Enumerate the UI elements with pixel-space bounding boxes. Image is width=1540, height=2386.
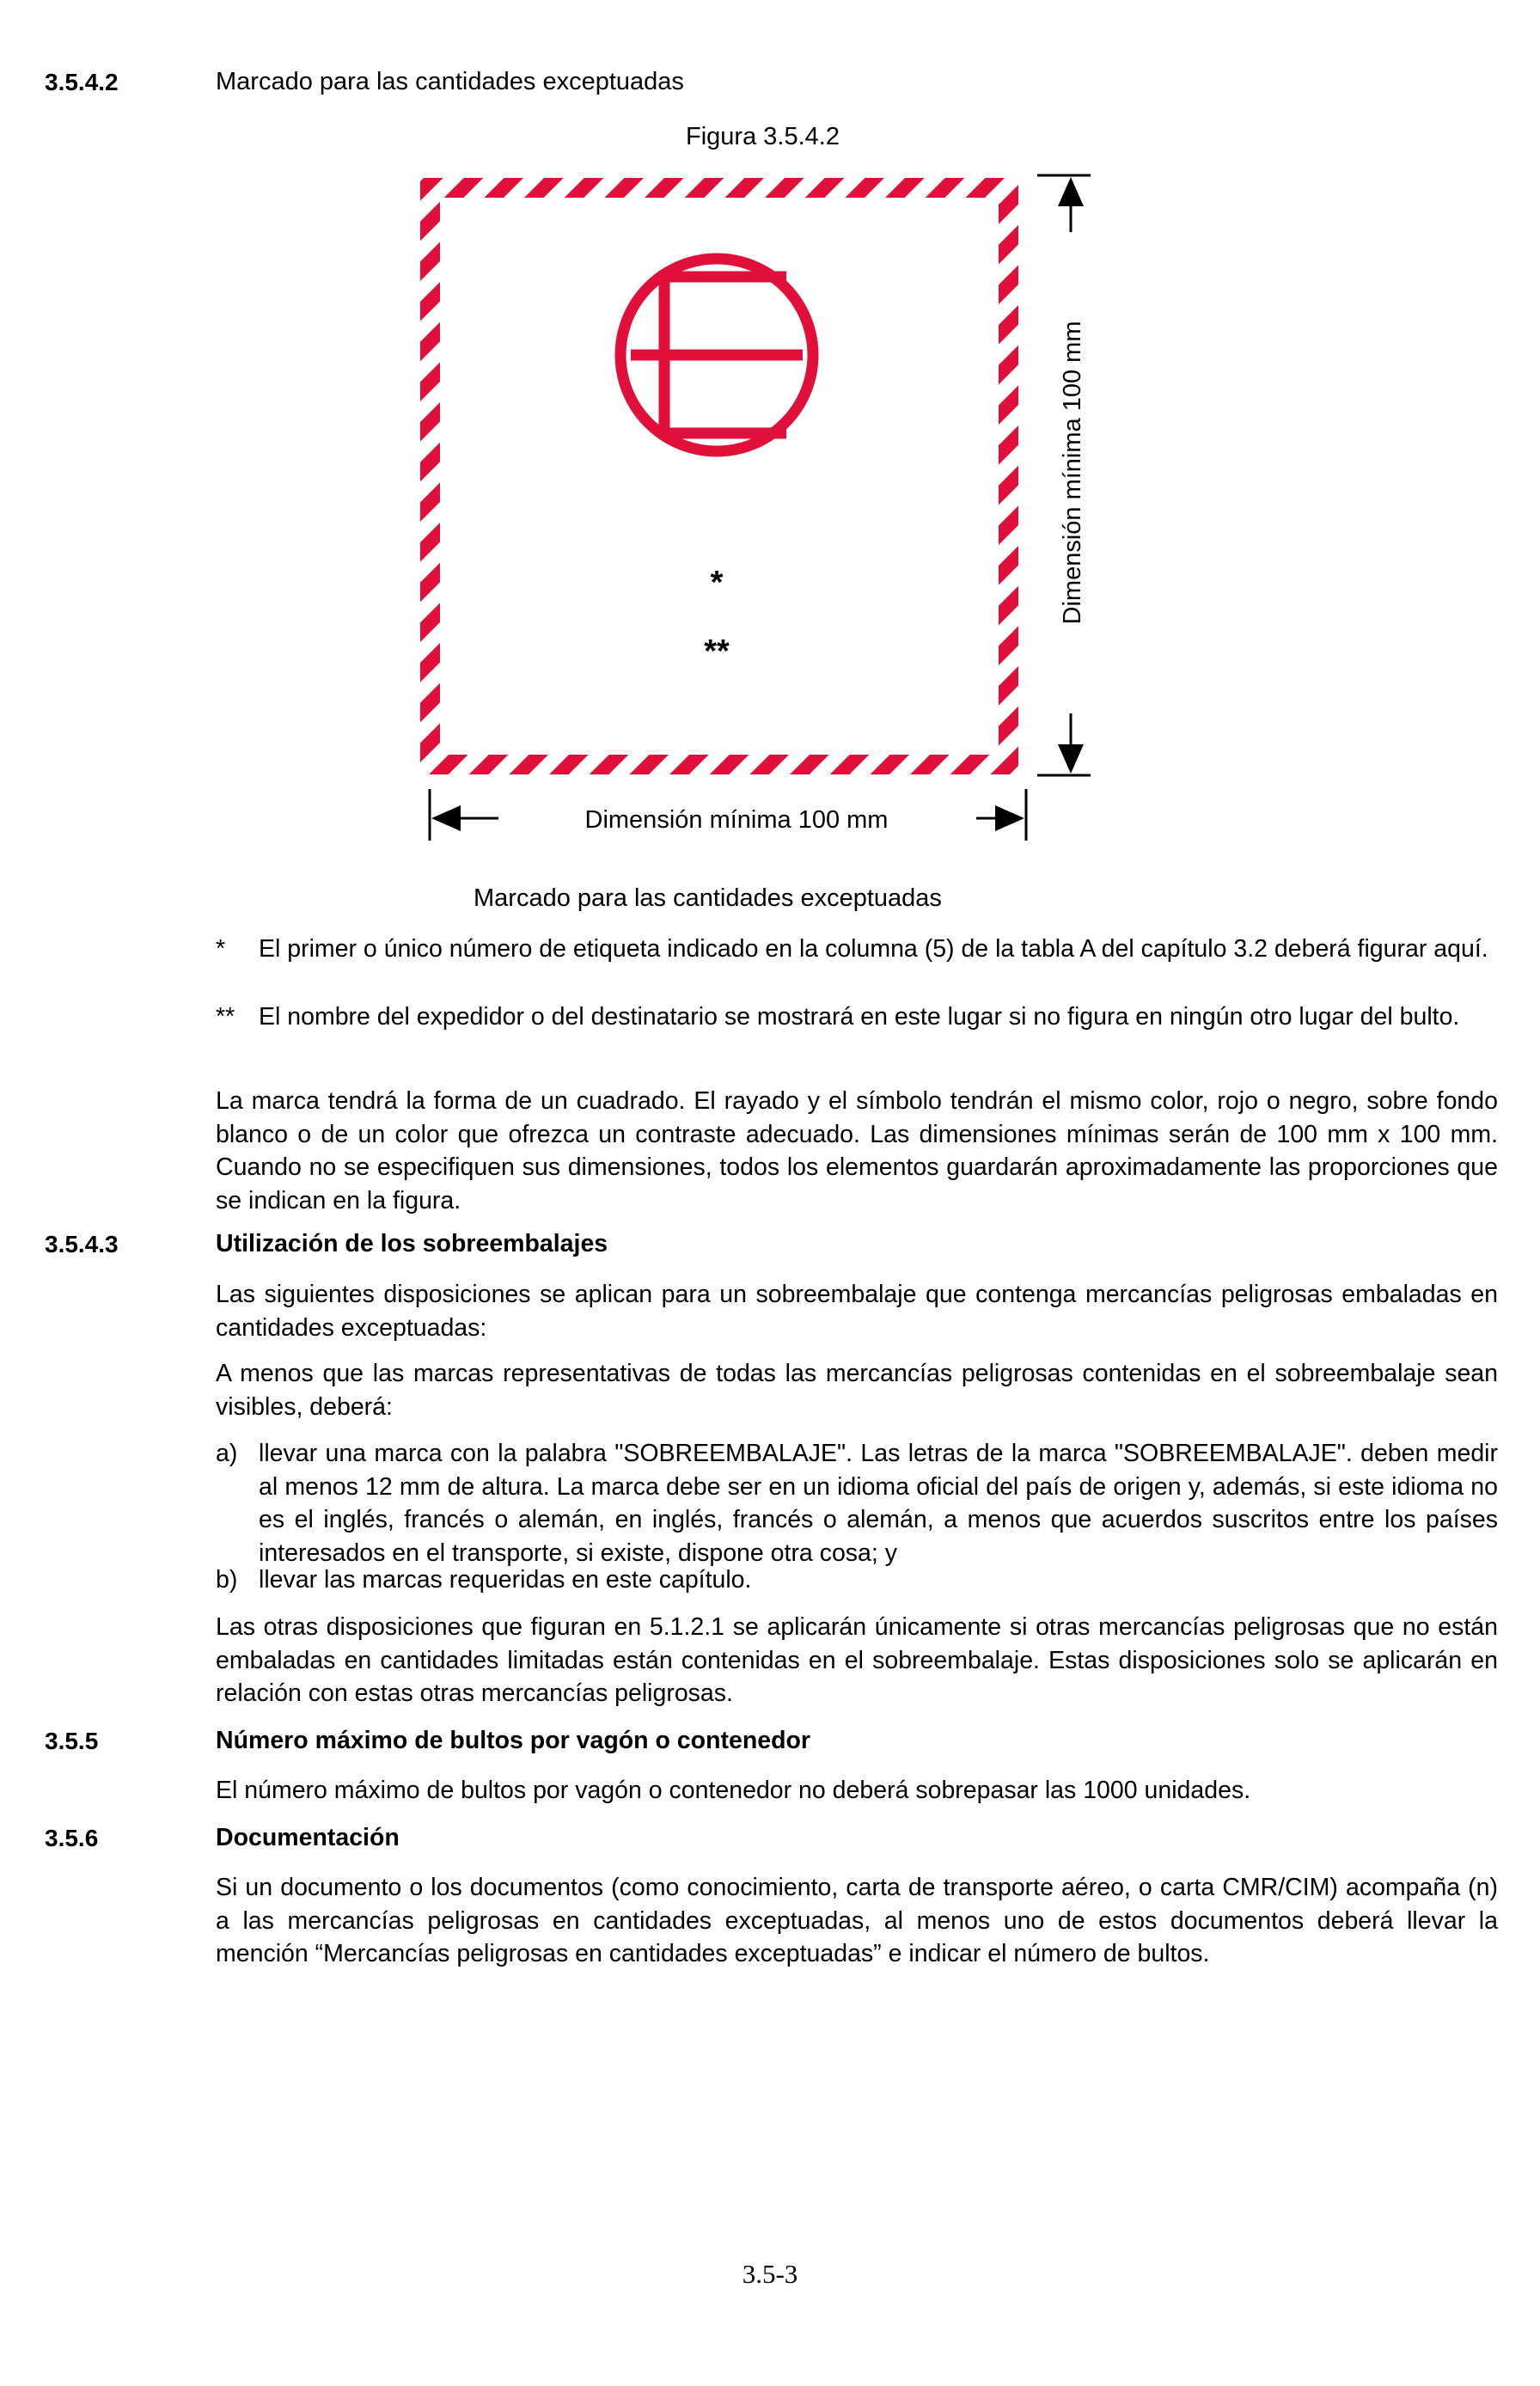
dimension-vertical-label: Dimensión mínima 100 mm: [1059, 321, 1086, 625]
note-marker: *: [216, 935, 226, 963]
note-text: El primer o único número de etiqueta indicado en la columna (5) de la tabla A del capítulo 3.2 deberá figurar aquí.: [259, 935, 1488, 963]
section-number-3543: 3.5.4.3: [45, 1231, 119, 1257]
arrow-down-icon: [1058, 744, 1084, 774]
note-marker: **: [216, 1003, 235, 1031]
page-number: 3.5-3: [742, 2259, 798, 2289]
list-item-text: llevar las marcas requeridas en este capítulo.: [259, 1566, 752, 1594]
hatched-border: [420, 178, 1018, 774]
section-title-3543: Utilización de los sobreembalajes: [216, 1230, 608, 1257]
excepted-quantities-figure: [0, 0, 1540, 868]
paragraph-overpack-intro: Las siguientes disposiciones se aplican para un sobreembalaje que contenga mercancías peligrosas embaladas en cantidades exceptuadas:: [216, 1281, 1498, 1342]
arrow-up-icon: [1058, 177, 1084, 206]
paragraph-overpack-condition: A menos que las marcas representativas de todas las mercancías peligrosas contenidas en el sobreembalaje sean visibles, deberá:: [216, 1360, 1498, 1421]
section-title-355: Número máximo de bultos por vagón o contenedor: [216, 1727, 810, 1754]
note-double: [216, 999, 1498, 1035]
note-single: [216, 933, 1498, 966]
list-item: [216, 1437, 1498, 1569]
list-item-marker: a): [216, 1440, 238, 1467]
paragraph-documentation: Si un documento o los documentos (como conocimiento, carta de transporte aéreo, o carta CMR/CIM) acompaña (n) a las mercancías peligrosas en cantidades exceptuadas, al menos uno de estos documentos deberá llevar la mención “Mercancías peligrosas en cantidades exceptuadas” e indicar el número de bultos.: [216, 1874, 1498, 1967]
arrow-right-icon: [995, 805, 1024, 831]
asterisk-single: *: [710, 565, 724, 601]
figure-label: Figura 3.5.4.2: [686, 123, 840, 150]
figure-caption: Marcado para las cantidades exceptuadas: [474, 884, 942, 912]
section-number-356: 3.5.6: [45, 1825, 99, 1851]
paragraph-other-provisions: Las otras disposiciones que figuran en 5.1.2.1 se aplicarán únicamente si otras mercancías peligrosas que no están embaladas en cantidades limitadas están contenidas en el sobreembalaje. Estas disposiciones solo se aplicarán en relación con estas otras mercancías peligrosas.: [216, 1613, 1498, 1707]
list-item-marker: b): [216, 1566, 238, 1594]
list-item-text: llevar una marca con la palabra "SOBREEMBALAJE". Las letras de la marca "SOBREEMBALAJE". deben medir al menos 12 mm de altura. La marca debe ser en un idioma oficial del país de origen y, además, si este idioma no es el inglés, francés o alemán, en inglés, francés o alemán, a menos que acuerdos suscritos entre los países interesados en el transporte, si existe, dispone otra cosa; y: [259, 1440, 1498, 1567]
paragraph-mark-description: La marca tendrá la forma de un cuadrado. El rayado y el símbolo tendrán el mismo color, rojo o negro, sobre fondo blanco o de un color que ofrezca un contraste adecuado. Las dimensiones mínimas serán de 100 mm x 100 mm. Cuando no se especifiquen sus dimensiones, todos los elementos guardarán aproximadamente las proporciones que se indican en la figura.: [216, 1087, 1498, 1214]
section-number-3542: 3.5.4.2: [45, 69, 119, 95]
note-text: El nombre del expedidor o del destinatario se mostrará en este lugar si no figura en ningún otro lugar del bulto.: [259, 1003, 1460, 1031]
list-item: [216, 1563, 1498, 1597]
section-title-356: Documentación: [216, 1824, 400, 1851]
asterisk-double: **: [704, 633, 730, 670]
paragraph-max-packages: El número máximo de bultos por vagón o contenedor no deberá sobrepasar las 1000 unidades.: [216, 1777, 1251, 1804]
arrow-left-icon: [431, 805, 461, 831]
section-number-355: 3.5.5: [45, 1728, 99, 1754]
dimension-horizontal-label: Dimensión mínima 100 mm: [584, 806, 889, 834]
section-title-3542: Marcado para las cantidades exceptuadas: [216, 68, 684, 95]
